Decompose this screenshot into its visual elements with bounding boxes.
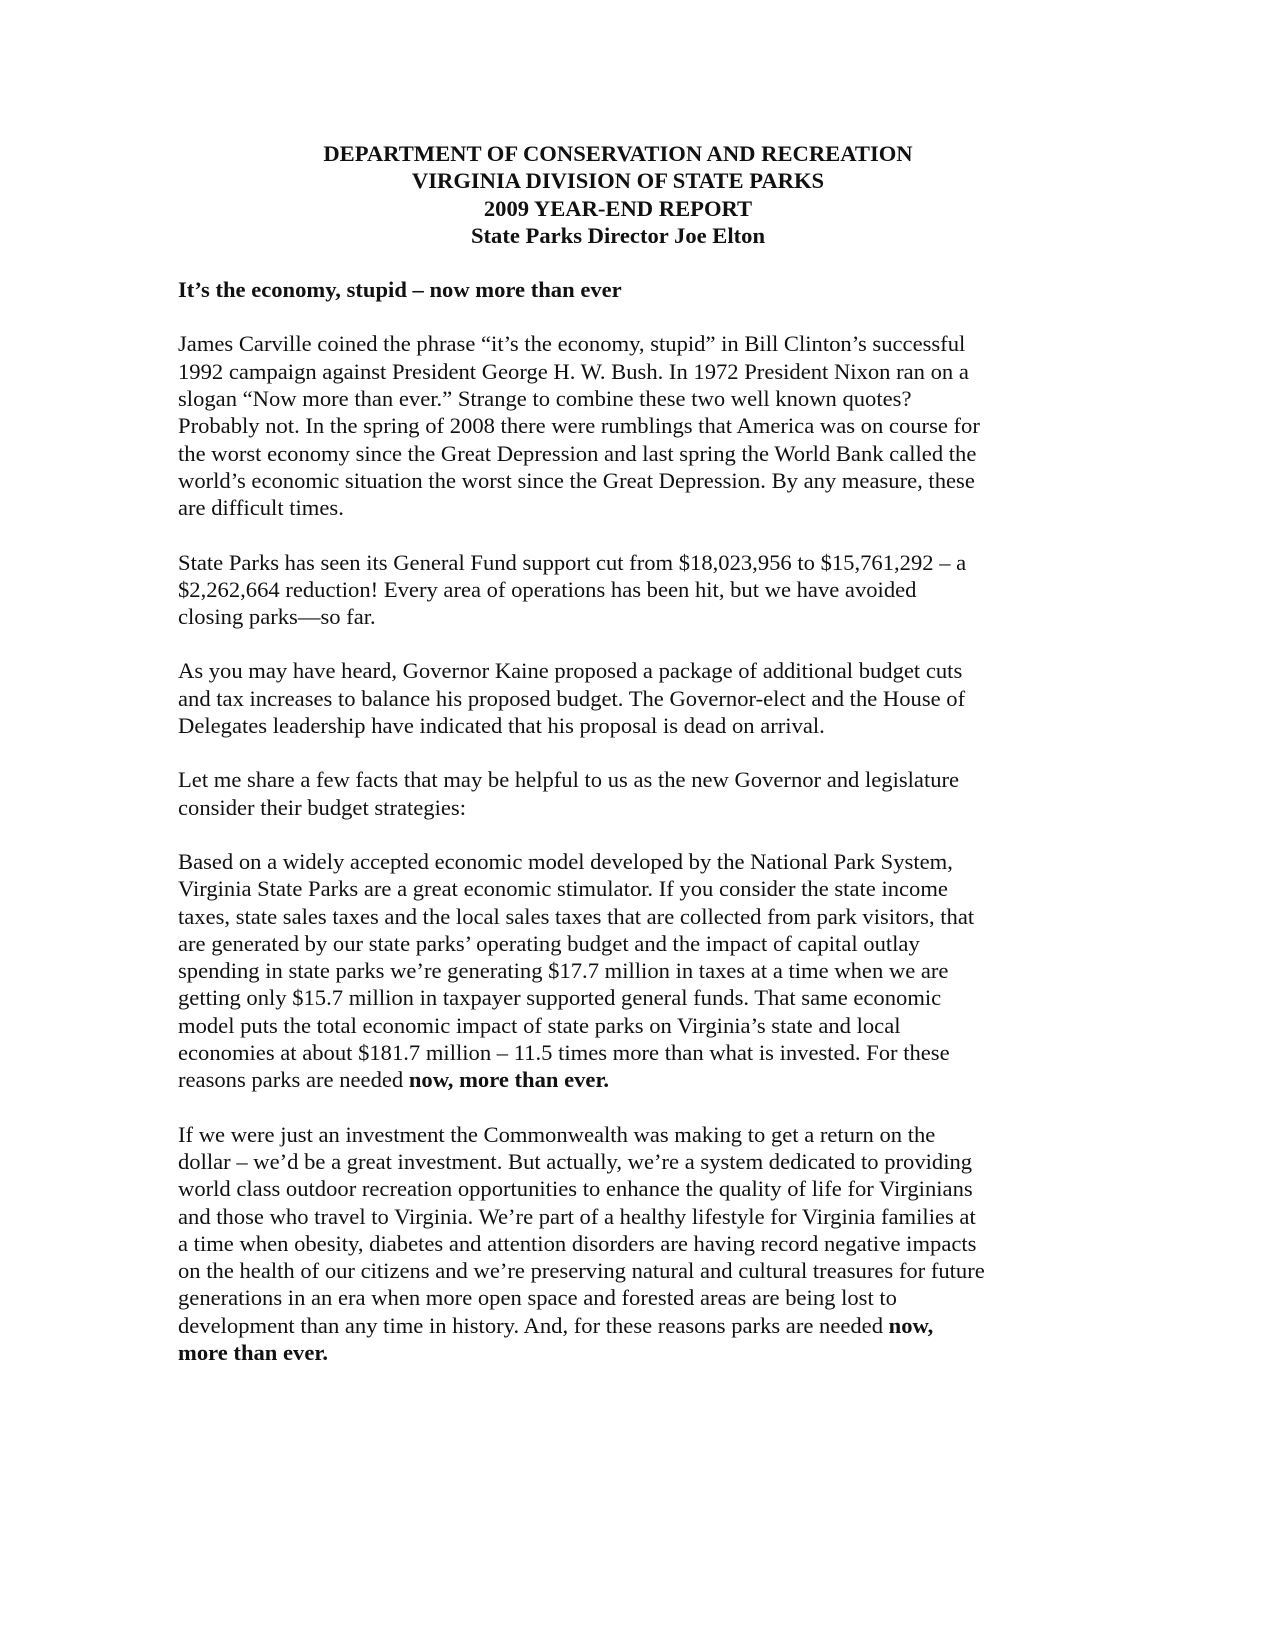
text-line: consider their budget strategies: [178, 794, 466, 820]
text-fragment: development than any time in history. And, for these reasons parks are needed [178, 1312, 889, 1338]
text-line: and tax increases to balance his proposed budget. The Governor-elect and the House of [178, 685, 966, 711]
text-line: As you may have heard, Governor Kaine proposed a package of additional budget cuts [178, 658, 963, 684]
header-report-title: 2009 YEAR-END REPORT [483, 195, 753, 221]
text-line: world class outdoor recreation opportunities to enhance the quality of life for Virginians [178, 1176, 973, 1202]
text-line: State Parks has seen its General Fund support cut from $18,023,956 to $15,761,292 – a [178, 549, 967, 575]
header-department: DEPARTMENT OF CONSERVATION AND RECREATION [323, 141, 913, 166]
text-line: dollar – we’d be a great investment. But actually, we’re a system dedicated to providing [178, 1148, 973, 1174]
text-line: and those who travel to Virginia. We’re part of a healthy lifestyle for Virginia families at [178, 1203, 976, 1229]
paragraph-facts-intro [178, 766, 1058, 821]
text-line: Virginia State Parks are a great economic stimulator. If you consider the state income [178, 876, 948, 902]
text-line [178, 1066, 1058, 1093]
emphasis-text: now, more than ever. [408, 1067, 610, 1093]
text-line: $2,262,664 reduction! Every area of operations has been hit, but we have avoided [178, 576, 917, 602]
text-line [178, 1312, 1058, 1339]
text-line: getting only $15.7 million in taxpayer supported general funds. That same economic [178, 985, 942, 1011]
text-line: James Carville coined the phrase “it’s the economy, stupid” in Bill Clinton’s successful [178, 331, 966, 357]
report-header [178, 140, 1058, 249]
text-line: spending in state parks we’re generating $17.7 million in taxes at a time when we are [178, 958, 949, 984]
text-fragment: reasons parks are needed [178, 1067, 409, 1093]
document-page [178, 140, 1058, 1393]
text-line: 1992 campaign against President George H. W. Bush. In 1972 President Nixon ran on a [178, 358, 969, 384]
text-line: taxes, state sales taxes and the local sales taxes that are collected from park visitors, that [178, 903, 975, 929]
text-line: If we were just an investment the Commonwealth was making to get a return on the [178, 1121, 936, 1147]
text-line [178, 1339, 1058, 1366]
text-line: closing parks—so far. [178, 604, 376, 630]
text-line: model puts the total economic impact of state parks on Virginia’s state and local [178, 1012, 901, 1038]
paragraph-economic-model [178, 848, 1058, 1094]
paragraph-governor-kaine [178, 657, 1058, 739]
text-line: the worst economy since the Great Depression and last spring the World Bank called the [178, 440, 977, 466]
emphasis-text: more than ever. [178, 1339, 328, 1365]
text-line: Probably not. In the spring of 2008 there were rumblings that America was on course for [178, 413, 980, 439]
text-line: are generated by our state parks’ operating budget and the impact of capital outlay [178, 930, 920, 956]
paragraph-general-fund [178, 549, 1058, 631]
text-line: Let me share a few facts that may be helpful to us as the new Governor and legislature [178, 767, 960, 793]
text-line: Based on a widely accepted economic model developed by the National Park System, [178, 848, 953, 874]
header-director: State Parks Director Joe Elton [470, 222, 766, 248]
text-line: are difficult times. [178, 495, 344, 521]
paragraph-investment [178, 1121, 1058, 1367]
text-line: economies at about $181.7 million – 11.5 times more than what is invested. For these [178, 1040, 950, 1066]
text-line: Delegates leadership have indicated that his proposal is dead on arrival. [178, 713, 825, 739]
text-line: a time when obesity, diabetes and attention disorders are having record negative impacts [178, 1230, 977, 1256]
text-line: world’s economic situation the worst since the Great Depression. By any measure, these [178, 467, 975, 493]
text-line: generations in an era when more open space and forested areas are being lost to [178, 1285, 897, 1311]
text-line: on the health of our citizens and we’re preserving natural and cultural treasures for future [178, 1258, 985, 1284]
emphasis-text: now, [888, 1312, 934, 1338]
header-division: VIRGINIA DIVISION OF STATE PARKS [411, 168, 825, 194]
paragraph-carville [178, 330, 1058, 521]
section-heading: It’s the economy, stupid – now more than ever [178, 277, 622, 303]
text-line: slogan “Now more than ever.” Strange to combine these two well known quotes? [178, 386, 912, 412]
